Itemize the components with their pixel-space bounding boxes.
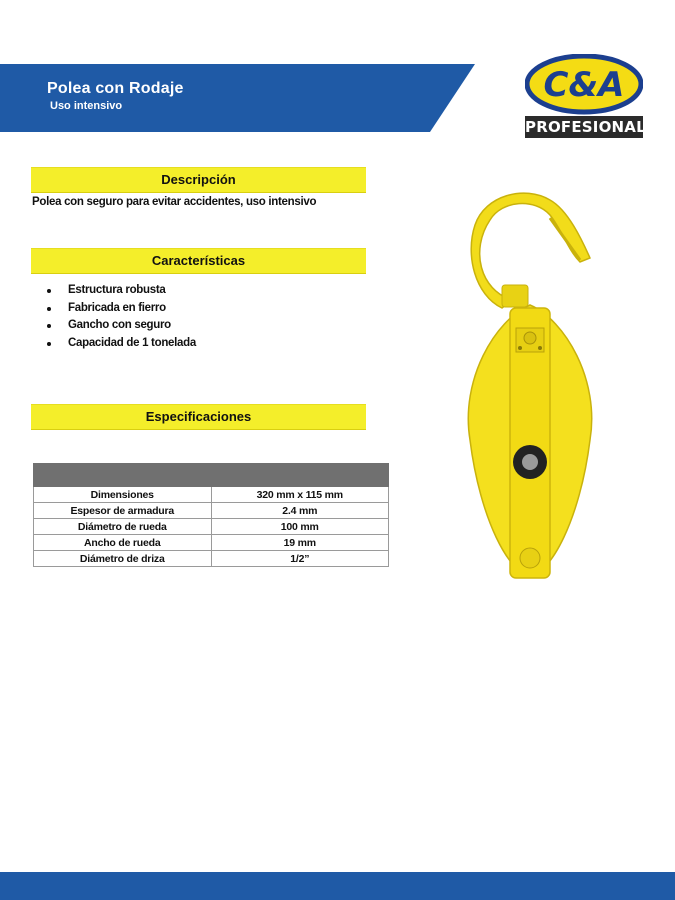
table-row — [34, 487, 389, 503]
description-text: Polea con seguro para evitar accidentes, uso intensivo — [32, 196, 317, 208]
specs-table — [33, 463, 389, 567]
spec-label: Espesor de armadura — [34, 503, 212, 519]
section-features-title: Características — [31, 248, 366, 274]
product-pulley-image — [440, 190, 620, 590]
table-row — [34, 503, 389, 519]
spec-value: 1/2” — [211, 551, 389, 567]
table-row — [34, 535, 389, 551]
table-row — [34, 551, 389, 567]
list-item: Gancho con seguro — [44, 317, 196, 335]
logo-brand-text: C&A — [543, 65, 625, 105]
list-item: Capacidad de 1 tonelada — [44, 335, 196, 353]
section-description-title: Descripción — [31, 167, 366, 193]
logo-badge: PROFESIONAL — [525, 118, 646, 136]
list-item: Fabricada en fierro — [44, 300, 196, 318]
page-title: Polea con Rodaje — [47, 80, 184, 97]
header-banner — [0, 64, 475, 132]
table-header-row — [34, 464, 389, 487]
spec-value: 19 mm — [211, 535, 389, 551]
page-subtitle: Uso intensivo — [50, 100, 123, 112]
table-row — [34, 519, 389, 535]
list-item: Estructura robusta — [44, 282, 196, 300]
features-list — [44, 282, 196, 352]
footer-banner — [0, 872, 675, 900]
spec-value: 320 mm x 115 mm — [211, 487, 389, 503]
spec-label: Ancho de rueda — [34, 535, 212, 551]
section-specs-title: Especificaciones — [31, 404, 366, 430]
spec-value: 2.4 mm — [211, 503, 389, 519]
spec-label: Diámetro de driza — [34, 551, 212, 567]
spec-value: 100 mm — [211, 519, 389, 535]
spec-label: Dimensiones — [34, 487, 212, 503]
spec-label: Diámetro de rueda — [34, 519, 212, 535]
